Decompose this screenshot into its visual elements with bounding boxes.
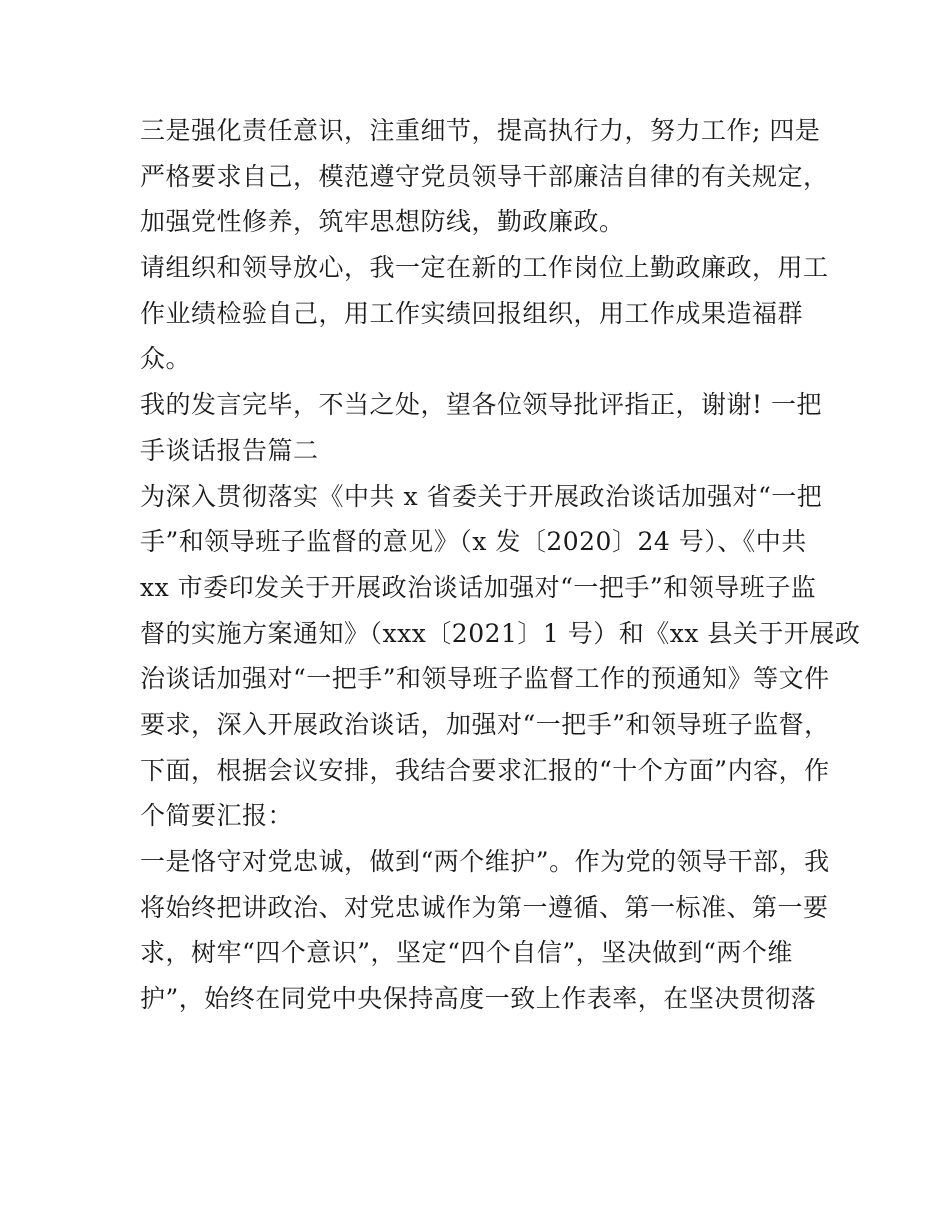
text-line: 手”和领导班子监督的意见》（x 发〔2020〕24 号）、《中共: [140, 527, 807, 557]
text-line: 加强党性修养，筑牢思想防线，勤政廉政。: [140, 207, 625, 237]
text-line: 将始终把讲政治、对党忠诚作为第一遵循、第一标准、第一要: [140, 892, 829, 922]
text-line: 手谈话报告篇二: [140, 435, 319, 465]
text-line: 个简要汇报：: [140, 801, 294, 831]
text-line: 求，树牢“四个意识”，坚定“四个自信”，坚决做到“两个维: [140, 938, 793, 968]
text-line: 护”，始终在同党中央保持高度一致上作表率，在坚决贯彻落: [140, 984, 817, 1014]
text-line: 三是强化责任意识，注重细节，提高执行力，努力工作; 四是: [140, 116, 821, 145]
document-body: [140, 108, 861, 1022]
text-line: 督的实施方案通知》（xxx〔2021〕1 号）和《xx 县关于开展政: [140, 618, 861, 648]
text-line: 一是恪守对党忠诚，做到“两个维护”。作为党的领导干部，我: [140, 847, 830, 876]
text-line: 下面，根据会议安排，我结合要求汇报的“十个方面”内容，作: [140, 755, 830, 785]
text-line: 作业绩检验自己，用工作实绩回报组织，用工作成果造福群: [140, 298, 804, 328]
text-line: 治谈话加强对“一把手”和领导班子监督工作的预通知》等文件: [140, 664, 830, 694]
text-line: 请组织和领导放心，我一定在新的工作岗位上勤政廉政，用工: [140, 253, 829, 283]
text-line: 我的发言完毕，不当之处，望各位领导批评指正，谢谢! 一把: [140, 390, 822, 420]
text-line: 众。: [140, 344, 192, 374]
text-line: 要求，深入开展政治谈话，加强对“一把手”和领导班子监督，: [140, 709, 830, 739]
text-line: xx 市委印发关于开展政治谈话加强对“一把手”和领导班子监: [140, 572, 817, 602]
text-line: 为深入贯彻落实《中共 x 省委关于开展政治谈话加强对“一把: [140, 481, 823, 511]
text-line: 严格要求自己，模范遵守党员领导干部廉洁自律的有关规定，: [140, 161, 829, 191]
